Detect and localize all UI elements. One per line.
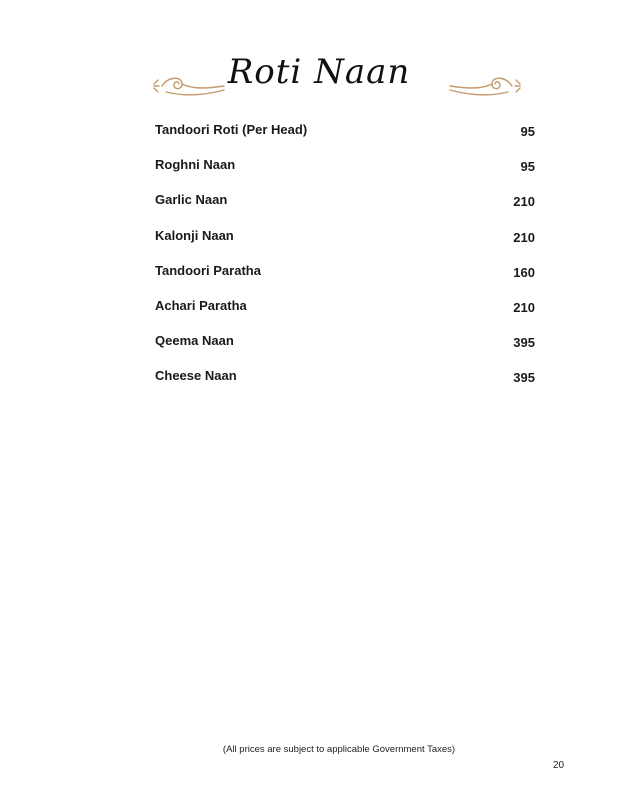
item-name: Cheese Naan bbox=[155, 368, 237, 384]
item-price: 95 bbox=[520, 159, 535, 175]
tax-footnote: (All prices are subject to applicable Government Taxes) bbox=[222, 744, 456, 755]
menu-item bbox=[155, 190, 535, 225]
item-name: Roghni Naan bbox=[155, 157, 236, 173]
item-price: 210 bbox=[513, 194, 535, 210]
page-number: 20 bbox=[553, 760, 565, 771]
item-price: 395 bbox=[513, 335, 535, 351]
item-price: 210 bbox=[513, 229, 535, 245]
item-price: 95 bbox=[520, 124, 535, 139]
item-price: 210 bbox=[513, 299, 535, 315]
item-name: Achari Paratha bbox=[155, 297, 247, 313]
menu-item bbox=[155, 296, 535, 331]
item-name: Tandoori Paratha bbox=[155, 262, 261, 278]
item-name: Qeema Naan bbox=[155, 333, 234, 349]
menu-item bbox=[155, 331, 535, 366]
menu-item bbox=[155, 261, 535, 296]
menu-item bbox=[155, 226, 535, 261]
item-name: Tandoori Roti (Per Head) bbox=[155, 122, 308, 137]
right-flourish-icon bbox=[448, 70, 522, 100]
item-price: 395 bbox=[513, 370, 535, 386]
item-name: Garlic Naan bbox=[155, 192, 228, 208]
item-price: 160 bbox=[513, 264, 535, 280]
menu-item bbox=[155, 155, 535, 190]
page-title: Roti Naan bbox=[227, 52, 411, 92]
menu-item bbox=[155, 366, 535, 401]
menu-list bbox=[155, 120, 535, 402]
item-name: Kalonji Naan bbox=[155, 227, 234, 243]
page-header bbox=[0, 52, 638, 112]
menu-item bbox=[155, 120, 535, 155]
